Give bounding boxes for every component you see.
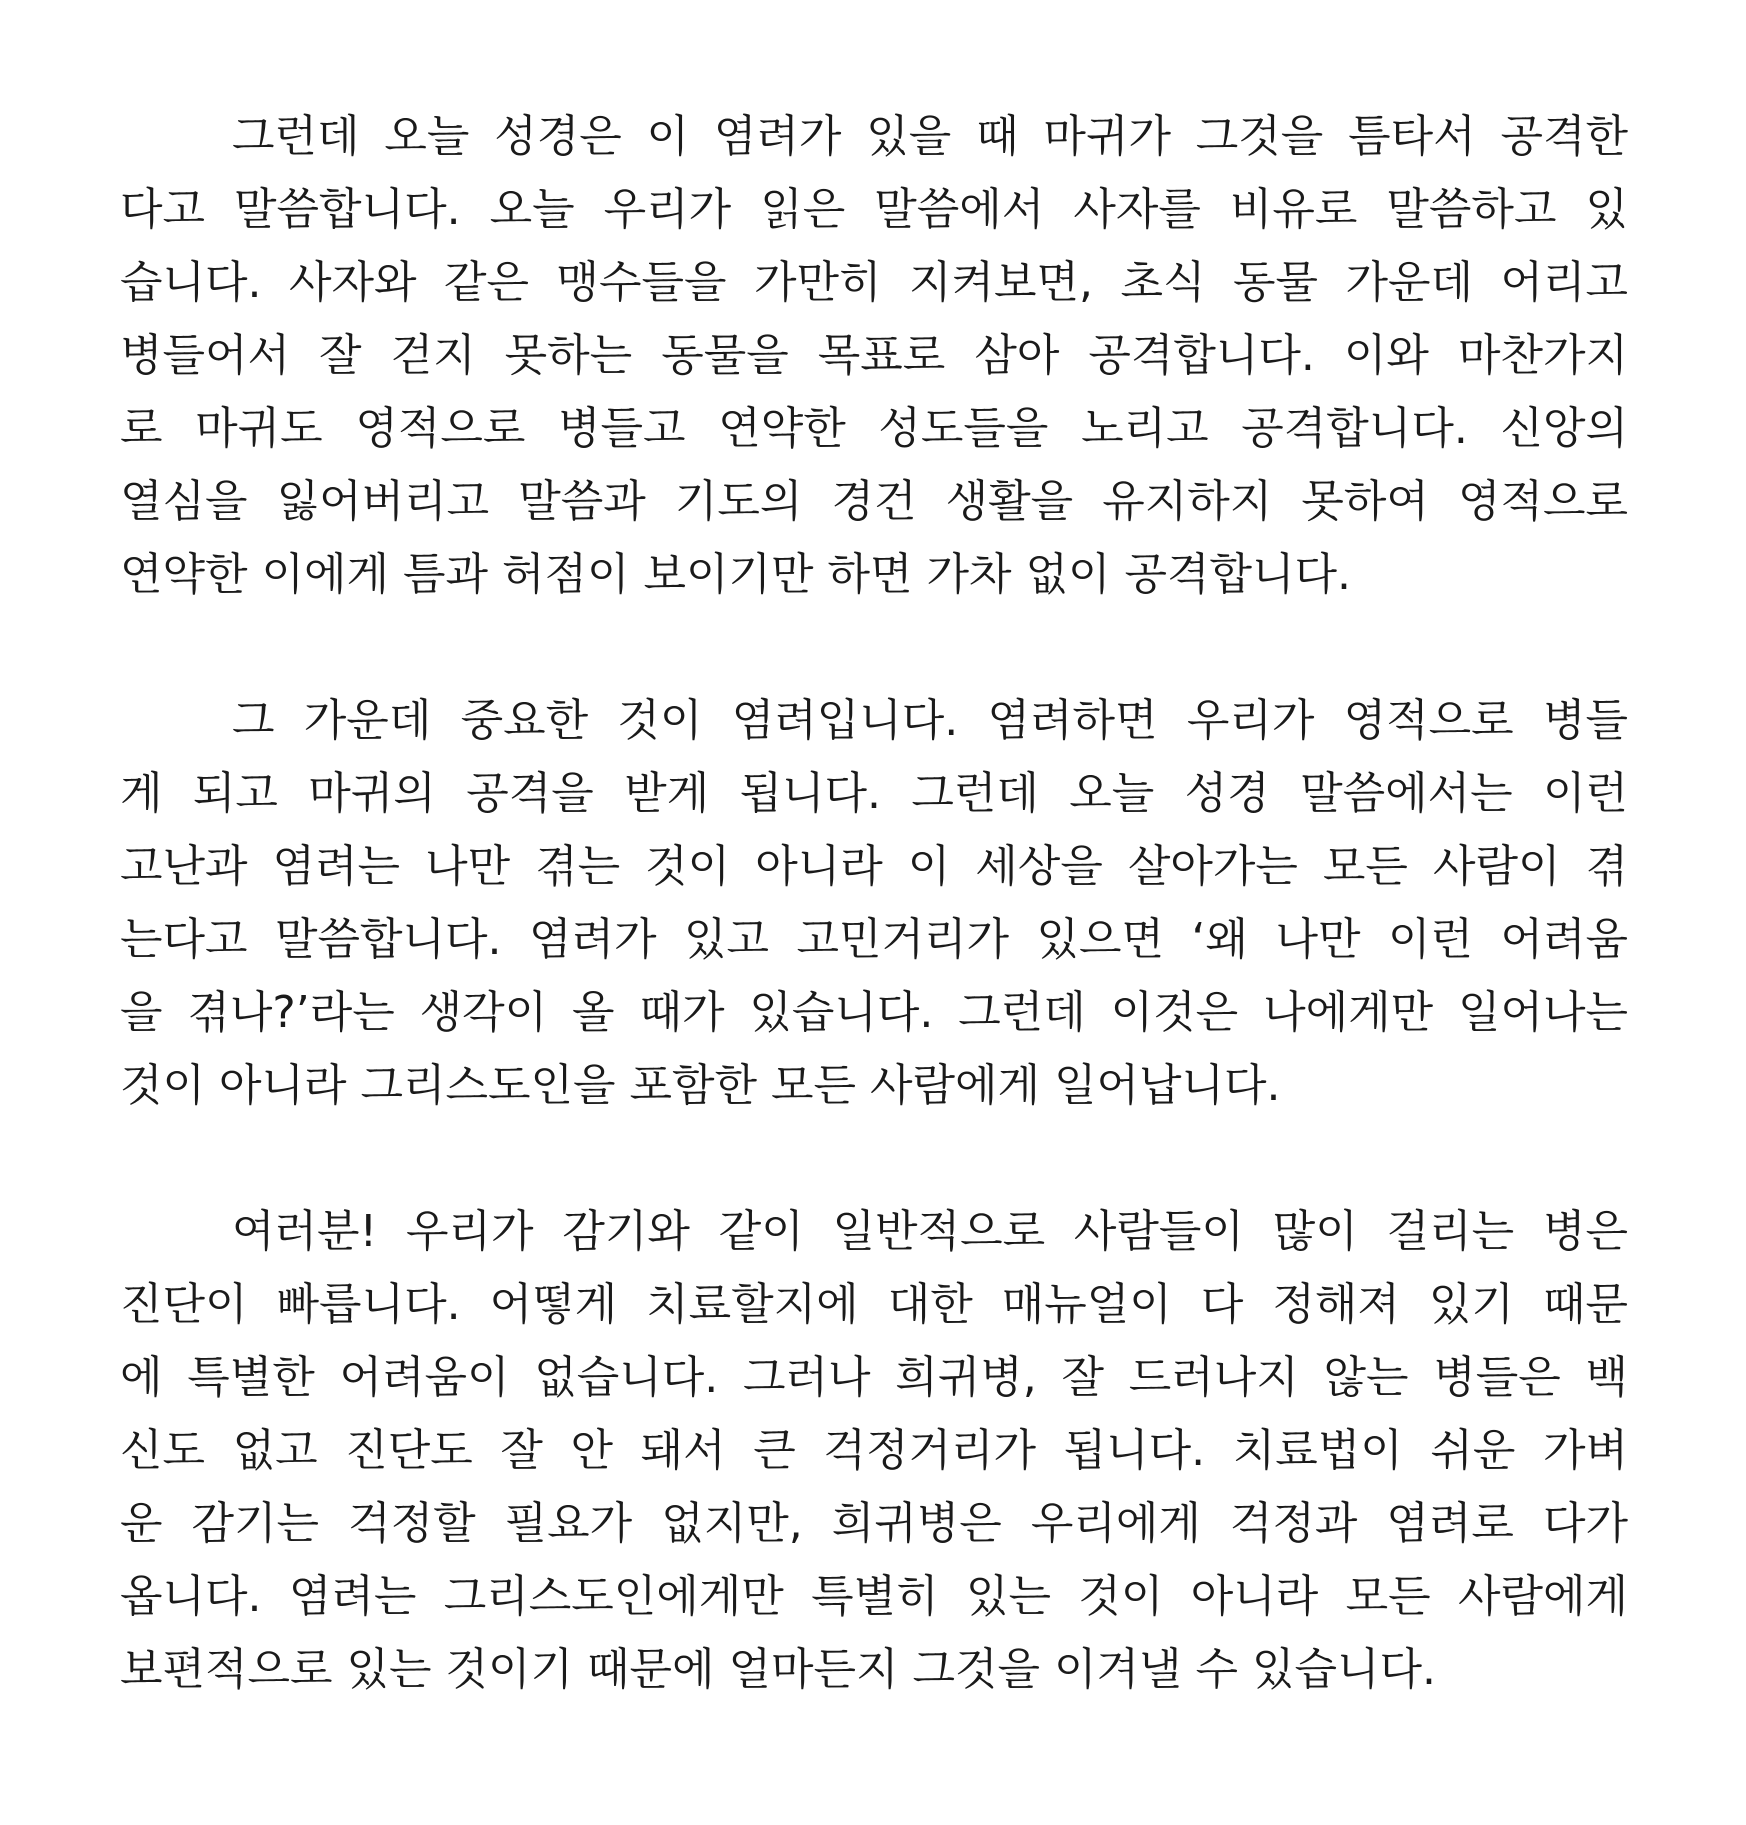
- paragraph-gap: [120, 611, 1628, 684]
- text-line: 것이 아니라 그리스도인을 포함한 모든 사람에게 일어납니다.: [120, 1060, 1281, 1111]
- text-line: 그런데 오늘 성경은 이 염려가 있을 때 마귀가 그것을 틈타서 공격한: [232, 111, 1629, 162]
- text-line: 진단이 빠릅니다. 어떻게 치료할지에 대한 매뉴얼이 다 정해져 있기 때문: [120, 1279, 1628, 1330]
- text-line: 여러분! 우리가 감기와 같이 일반적으로 사람들이 많이 걸리는 병은: [232, 1206, 1628, 1257]
- text-line: 열심을 잃어버리고 말씀과 기도의 경건 생활을 유지하지 못하여 영적으로: [120, 476, 1628, 527]
- text-line: 을 겪나?’라는 생각이 올 때가 있습니다. 그런데 이것은 나에게만 일어나는: [120, 987, 1628, 1038]
- document-body: [120, 100, 1628, 1706]
- text-line: 연약한 이에게 틈과 허점이 보이기만 하면 가차 없이 공격합니다.: [120, 549, 1351, 600]
- text-line: 그 가운데 중요한 것이 염려입니다. 염려하면 우리가 영적으로 병들: [232, 695, 1628, 746]
- text-line: 보편적으로 있는 것이기 때문에 얼마든지 그것을 이겨낼 수 있습니다.: [120, 1644, 1436, 1695]
- paragraph-1: [120, 100, 1628, 611]
- paragraph-gap: [120, 1122, 1628, 1195]
- text-line: 습니다. 사자와 같은 맹수들을 가만히 지켜보면, 초식 동물 가운데 어리고: [120, 257, 1628, 308]
- text-line: 운 감기는 걱정할 필요가 없지만, 희귀병은 우리에게 걱정과 염려로 다가: [120, 1498, 1628, 1549]
- paragraph-3: [120, 1195, 1628, 1706]
- text-line: 신도 없고 진단도 잘 안 돼서 큰 걱정거리가 됩니다. 치료법이 쉬운 가벼: [120, 1425, 1628, 1476]
- text-line: 게 되고 마귀의 공격을 받게 됩니다. 그런데 오늘 성경 말씀에서는 이런: [120, 768, 1628, 819]
- text-line: 에 특별한 어려움이 없습니다. 그러나 희귀병, 잘 드러나지 않는 병들은 백: [120, 1352, 1628, 1403]
- text-line: 옵니다. 염려는 그리스도인에게만 특별히 있는 것이 아니라 모든 사람에게: [120, 1571, 1628, 1622]
- paragraph-2: [120, 684, 1628, 1122]
- text-line: 고난과 염려는 나만 겪는 것이 아니라 이 세상을 살아가는 모든 사람이 겪: [120, 841, 1628, 892]
- text-line: 는다고 말씀합니다. 염려가 있고 고민거리가 있으면 ‘왜 나만 이런 어려움: [120, 914, 1628, 965]
- text-line: 병들어서 잘 걷지 못하는 동물을 목표로 삼아 공격합니다. 이와 마찬가지: [120, 330, 1628, 381]
- text-line: 다고 말씀합니다. 오늘 우리가 읽은 말씀에서 사자를 비유로 말씀하고 있: [120, 184, 1628, 235]
- text-line: 로 마귀도 영적으로 병들고 연약한 성도들을 노리고 공격합니다. 신앙의: [120, 403, 1628, 454]
